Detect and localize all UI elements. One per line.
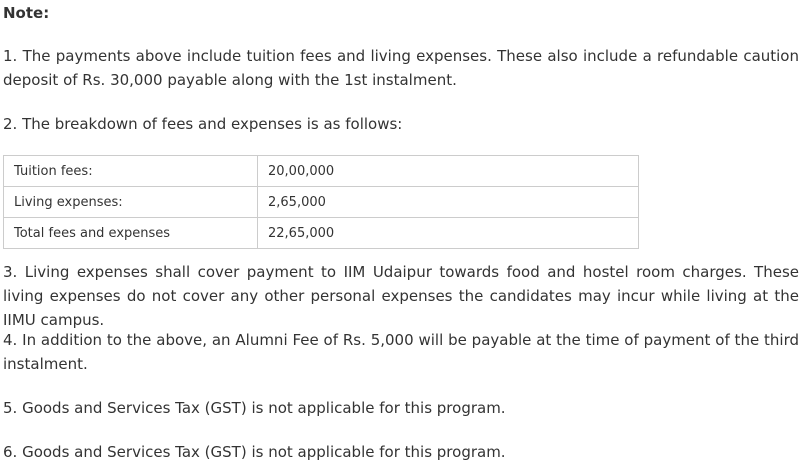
fee-label-cell: Living expenses: — [4, 187, 258, 218]
fee-value-cell: 22,65,000 — [258, 218, 639, 249]
fees-breakdown-table — [3, 155, 639, 249]
note-paragraph-5: 5. Goods and Services Tax (GST) is not applicable for this program. — [3, 399, 506, 417]
note-heading: Note: — [3, 4, 50, 22]
table-row — [4, 156, 639, 187]
fee-value-cell: 2,65,000 — [258, 187, 639, 218]
note-paragraph-2: 2. The breakdown of fees and expenses is as follows: — [3, 115, 403, 133]
fee-label-cell: Tuition fees: — [4, 156, 258, 187]
fee-value-cell: 20,00,000 — [258, 156, 639, 187]
note-paragraph-3: 3. Living expenses shall cover payment to IIM Udaipur towards food and hostel room charges. These living expenses do not cover any other personal expenses the candidates may incur while living at the IIMU campus. — [3, 263, 799, 329]
table-row — [4, 187, 639, 218]
note-paragraph-6: 6. Goods and Services Tax (GST) is not applicable for this program. — [3, 443, 506, 461]
note-paragraph-4: 4. In addition to the above, an Alumni Fee of Rs. 5,000 will be payable at the time of payment of the third instalment. — [3, 331, 799, 373]
table-row — [4, 218, 639, 249]
note-paragraph-1: 1. The payments above include tuition fees and living expenses. These also include a refundable caution deposit of Rs. 30,000 payable along with the 1st instalment. — [3, 47, 799, 89]
fee-label-cell: Total fees and expenses — [4, 218, 258, 249]
